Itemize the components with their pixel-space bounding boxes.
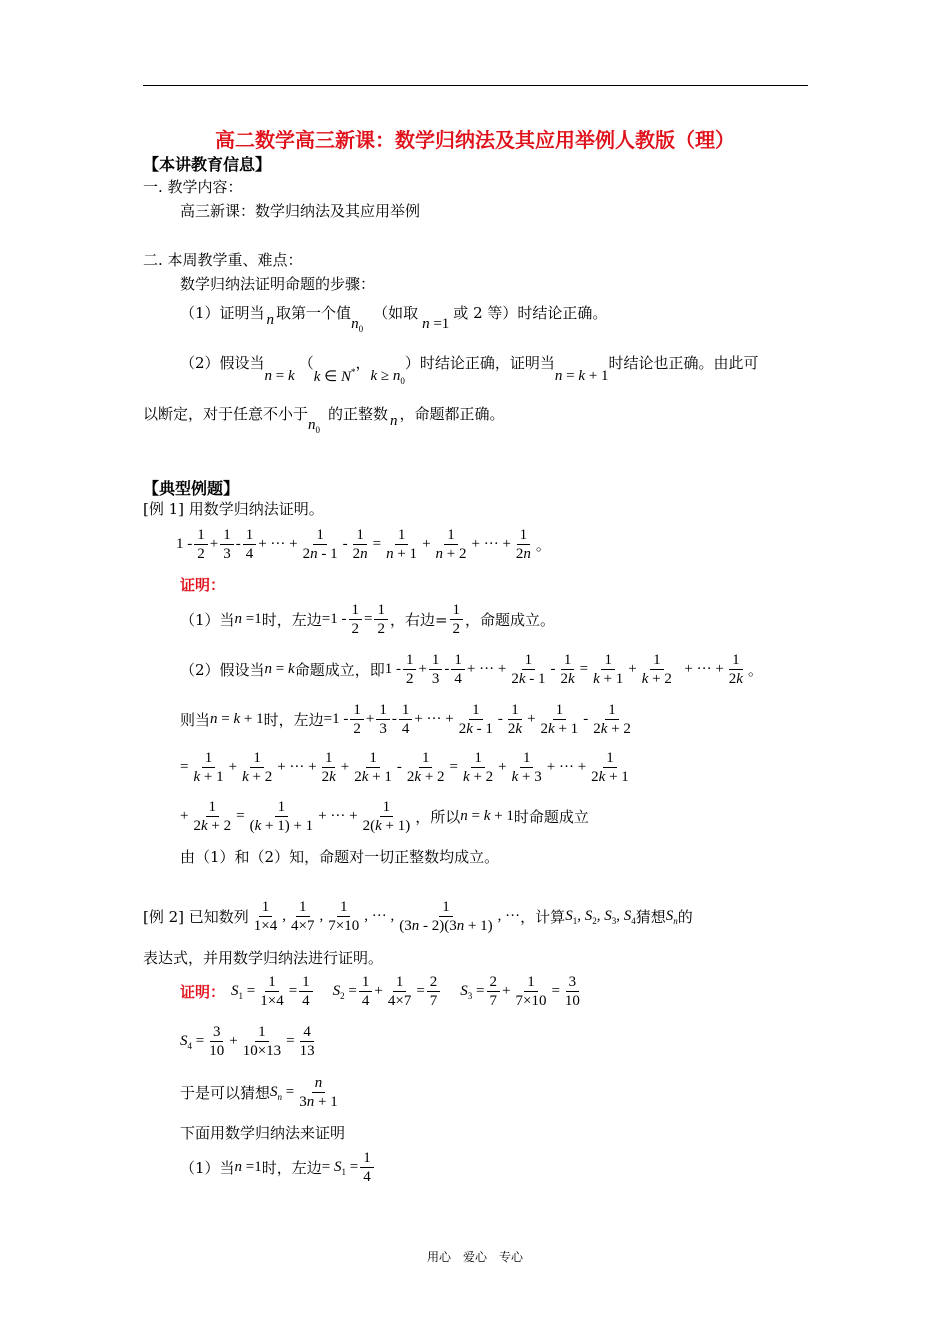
step2-text-a: （2）假设当: [180, 354, 265, 372]
ex1-conclusion: 由（1）和（2）知，命题对一切正整数均成立。: [180, 848, 500, 866]
ex1-case1-a: （1）当: [180, 611, 235, 629]
ex1-case2-b: 命题成立，即: [294, 661, 385, 679]
ex1-case1-b: 时，左边: [261, 611, 322, 629]
ex1-case3-a: 则当: [180, 711, 211, 729]
ex2-case1: （1）当 n =1 时，左边 = $S_1$ = $\frac{1}{4}$: [180, 1150, 376, 1185]
ex1-case2-a: （2）假设当: [180, 661, 265, 679]
steps-intro: 数学归纳法证明命题的步骤：: [180, 275, 376, 293]
ex1-case3-line2: = $\frac{1}{k + 1}$ + $\frac{1}{k + 2}$ + ··· + $\frac{1}{2k}$ + $\frac{1}{2k + 1}$ - $\frac{1}{2k + 2}$ = $\frac{1}{k + 2}$ + $\frac{1}{k + 3}$ + ··· + $\frac{1}{2k + 1}$: [180, 750, 629, 785]
ex2-induction-line: 下面用数学归纳法来证明: [180, 1124, 346, 1142]
ex2-proof-line: 证明： $S_1$ = $\frac{1}{1\times 4}$ = $\frac{1}{4}$ $S_2$ = $\frac{1}{4}$ + $\frac{1}{4\times 7}$ = $\frac{2}{7}$ $S_3$ = $\frac{2}{7}$ + $\frac{1}{7\times 10}$ = $\frac{3}{10}$: [180, 974, 580, 1009]
ex2-guess-line: 于是可以猜想 $S_n$ = $\frac{n}{3n + 1}$: [180, 1075, 338, 1110]
step1-line: （1）证明当 n 取第一个值 $n_0$ （如取 n =1 或 2 等）时结论正确。: [180, 304, 608, 334]
ex1-tail2: 时命题成立: [513, 808, 589, 826]
step2-text-b: 时结论正确，证明当: [419, 354, 555, 372]
section-examples-heading: 【典型例题】: [143, 479, 240, 498]
ex1-case3: 则当 n = k + 1 时，左边 =1 - $\frac{1}{2}$ + $\frac{1}{3}$ - $\frac{1}{4}$ + ··· + $\frac{1}{2k - 1}$ - $\frac{1}{2k}$ + $\frac{1}{2k + 1}$ - $\frac{1}{2k + 2}$: [180, 702, 631, 737]
ex1-case1-c: ，右边=: [389, 611, 448, 629]
section-info-heading: 【本讲教育信息】: [143, 155, 272, 174]
item1-heading: 一. 教学内容：: [143, 178, 243, 196]
page-title: 高二数学高三新课：数学归纳法及其应用举例人教版（理）: [215, 128, 735, 152]
step2-cont-a: 以断定，对于任意不小于: [143, 405, 309, 423]
ex1-case3-line3: + $\frac{1}{2k + 2}$ = $\frac{1}{(k + 1) + 1}$ + ··· + $\frac{1}{2(k + 1)}$ ，所以 n = k + 1 时命题成立: [180, 799, 589, 834]
ex2-line2: 表达式，并用数学归纳法进行证明。: [143, 949, 384, 967]
step2-line: （2）假设当 n = k （ k ∈ N* ， $k \ge n_0$ ） 时结论正确，证明当 n = k + 1 时结论也正确。由此可: [180, 354, 759, 386]
ex2-case1-b: 时，左边: [261, 1159, 322, 1177]
ex2-proof-label: 证明：: [180, 983, 226, 1001]
ex1-proof-label: 证明：: [180, 576, 226, 594]
ex2-compute: ，计算: [520, 908, 566, 926]
step2-cont-b: 的正整数: [328, 405, 389, 423]
ex1-heading: [例 1] 用数学归纳法证明。: [143, 500, 324, 518]
ex2-de: 的: [677, 908, 693, 926]
step2-text-c: 时结论也正确。由此可: [608, 354, 759, 372]
ex2-guess: 猜想: [635, 908, 666, 926]
ex2-case1-a: （1）当: [180, 1159, 235, 1177]
step2-cont-line: 以断定，对于任意不小于 $n_0$ 的正整数 n ，命题都正确。: [143, 405, 505, 435]
step1-text-c: （如取: [373, 304, 419, 322]
header-rule: [143, 85, 808, 86]
ex1-case3-b: 时，左边: [263, 711, 324, 729]
ex1-statement: 1 - $\frac{1}{2}$ + $\frac{1}{3}$ - $\frac{1}{4}$ + ··· + $\frac{1}{2n - 1}$ - $\frac{1}{2n}$ = $\frac{1}{n + 1}$ + $\frac{1}{n + 2}$ + ··· + $\frac{1}{2n}$ 。: [176, 527, 551, 562]
ex2-heading: [例 2] 已知数列: [143, 908, 249, 926]
ex1-tail: ，所以: [415, 808, 461, 826]
ex1-case1: （1）当 n =1 时，左边 =1 - $\frac{1}{2}$ = $\frac{1}{2}$ ，右边= $\frac{1}{2}$ ，命题成立。: [180, 602, 556, 637]
step1-text-a: （1）证明当: [180, 304, 265, 322]
item1-body: 高三新课：数学归纳法及其应用举例: [180, 202, 421, 220]
step2-cont-c: ，命题都正确。: [399, 405, 505, 423]
item2-heading: 二. 本周教学重、难点：: [143, 251, 303, 269]
ex1-case2: （2）假设当 n = k 命题成立，即 1 - $\frac{1}{2}$ + $\frac{1}{3}$ - $\frac{1}{4}$ + ··· + $\frac{1}{2k - 1}$ - $\frac{1}{2k}$ = $\frac{1}{k + 1}$ + $\frac{1}{k + 2}$ + ··· + $\frac{1}{2k}$ 。: [180, 652, 763, 687]
step1-text-d: 或 2 等）时结论正确。: [453, 304, 608, 322]
page-footer: 用心 爱心 专心: [426, 1250, 523, 1264]
step1-text-b: 取第一个值: [276, 304, 352, 322]
ex1-case1-d: ，命题成立。: [465, 611, 556, 629]
ex2-guess-text: 于是可以猜想: [180, 1084, 271, 1102]
ex2-heading-line: [例 2] 已知数列 $\frac{1}{1\times 4}$ , $\frac{1}{4\times 7}$ , $\frac{1}{7\times 10}$ , ··· , $\frac{1}{(3n - 2)(3n + 1)}$ , ··· ，计算 $S_1$, $S_2$, $S_3$, $S_4$ 猜想 $S_n$ 的: [143, 899, 693, 934]
ex2-s4-line: $S_4$ = $\frac{3}{10}$ + $\frac{1}{10\times 13}$ = $\frac{4}{13}$: [180, 1024, 315, 1059]
